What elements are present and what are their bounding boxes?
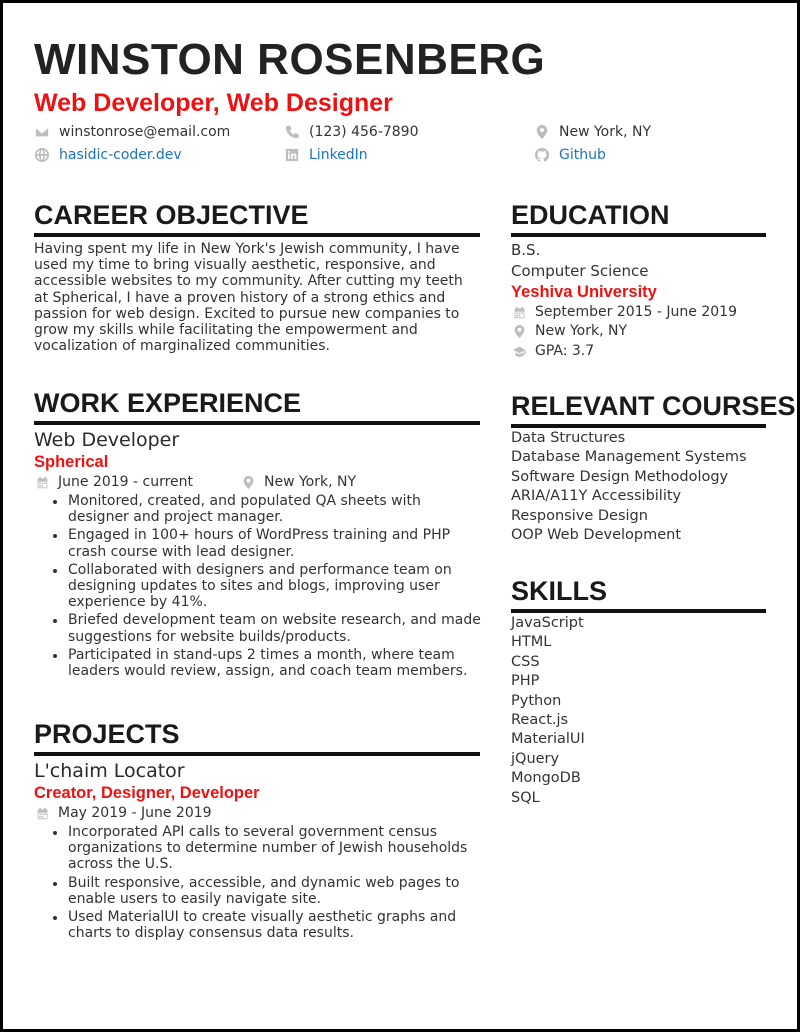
skills-heading: SKILLS — [511, 576, 766, 613]
list-item: Database Management Systems — [511, 449, 747, 466]
github-icon — [535, 148, 549, 162]
location-pin-icon — [535, 125, 549, 139]
education-location-text: New York, NY — [535, 323, 628, 339]
skills-list — [511, 614, 585, 808]
job-location — [242, 474, 356, 490]
education-field: Computer Science — [511, 262, 649, 280]
courses-list — [511, 429, 747, 545]
education-school: Yeshiva University — [511, 283, 657, 301]
education-degree: B.S. — [511, 241, 541, 259]
list-item: HTML — [511, 634, 552, 651]
list-item: CSS — [511, 653, 540, 670]
contact-phone-text: (123) 456-7890 — [309, 124, 419, 140]
calendar-icon — [513, 306, 526, 319]
phone-icon — [285, 125, 299, 139]
globe-icon — [35, 148, 49, 162]
objective-text: Having spent my life in New York's Jewish community, I have used my time to bring visually aesthetic, responsive, and accessible websites to my community. After cutting my teeth at Spherical, I have a proven history of a strong ethics and passion for web design. Excited to pursue new companies to grow my skills while facilitating the empowerment and vocalization of marginalized communities. — [34, 241, 463, 355]
job-dates-text: June 2019 - current — [58, 474, 194, 490]
candidate-title: Web Developer, Web Designer — [34, 89, 393, 117]
list-item: Collaborated with designers and performance team on designing updates to sites and blogs, improving user experience by 41%. — [53, 562, 483, 611]
contact-email-text: winstonrose@email.com — [59, 124, 231, 140]
contact-phone — [285, 124, 419, 140]
resume-page — [3, 3, 797, 1029]
candidate-name: WINSTON ROSENBERG — [34, 35, 546, 84]
education-gpa-text: GPA: 3.7 — [535, 343, 595, 359]
list-item: MongoDB — [511, 770, 581, 787]
education-location — [513, 323, 627, 339]
list-item: Software Design Methodology — [511, 468, 729, 485]
education-heading: EDUCATION — [511, 200, 766, 237]
courses-heading: RELEVANT COURSES — [511, 391, 766, 428]
contact-github[interactable] — [535, 147, 606, 163]
list-item: Used MaterialUI to create visually aesthetic graphs and charts to display consensus data results. — [53, 909, 483, 941]
project-name: L'chaim Locator — [34, 760, 185, 782]
contact-location-text: New York, NY — [559, 124, 652, 140]
list-item: Briefed development team on website research, and made suggestions for website builds/products. — [53, 612, 483, 644]
list-item: OOP Web Development — [511, 526, 682, 543]
project-dates — [36, 805, 212, 821]
job-company: Spherical — [34, 453, 109, 471]
list-item: jQuery — [511, 750, 560, 767]
linkedin-icon — [285, 148, 299, 162]
list-item: JavaScript — [511, 615, 584, 631]
education-gpa — [513, 343, 594, 359]
contact-website[interactable] — [35, 147, 182, 163]
contact-github-link[interactable]: Github — [559, 147, 606, 163]
job-location-text: New York, NY — [264, 474, 357, 490]
project-role: Creator, Designer, Developer — [34, 784, 260, 802]
list-item: MaterialUI — [511, 731, 585, 748]
contact-linkedin[interactable] — [285, 147, 368, 163]
list-item: Built responsive, accessible, and dynamic web pages to enable users to easily navigate site. — [53, 875, 483, 907]
education-dates — [513, 304, 737, 320]
list-item: PHP — [511, 673, 540, 690]
location-pin-icon — [242, 476, 255, 489]
job-bullets — [53, 493, 483, 681]
list-item: React.js — [511, 711, 569, 728]
job-role: Web Developer — [34, 429, 180, 451]
objective-heading: CAREER OBJECTIVE — [34, 200, 480, 237]
contact-website-link[interactable]: hasidic-coder.dev — [59, 147, 182, 163]
projects-heading: PROJECTS — [34, 719, 480, 756]
contact-linkedin-link[interactable]: LinkedIn — [309, 147, 368, 163]
contact-email — [35, 124, 230, 140]
location-pin-icon — [513, 325, 526, 338]
project-dates-text: May 2019 - June 2019 — [58, 805, 212, 821]
list-item: ARIA/A11Y Accessibility — [511, 488, 682, 505]
calendar-icon — [36, 807, 49, 820]
list-item: Participated in stand-ups 2 times a month, where team leaders would review, assign, and coach team members. — [53, 647, 483, 679]
list-item: Responsive Design — [511, 507, 648, 524]
education-dates-text: September 2015 - June 2019 — [535, 304, 737, 320]
experience-heading: WORK EXPERIENCE — [34, 388, 480, 425]
list-item: Data Structures — [511, 430, 626, 446]
list-item: SQL — [511, 789, 540, 806]
contact-location — [535, 124, 651, 140]
graduation-cap-icon — [513, 345, 526, 358]
job-dates — [36, 474, 193, 490]
calendar-icon — [36, 476, 49, 489]
list-item: Python — [511, 692, 562, 709]
list-item: Monitored, created, and populated QA sheets with designer and project manager. — [53, 493, 483, 525]
list-item: Engaged in 100+ hours of WordPress training and PHP crash course with lead designer. — [53, 527, 483, 559]
project-bullets — [53, 824, 483, 943]
envelope-icon — [35, 125, 49, 139]
list-item: Incorporated API calls to several government census organizations to determine number of Jewish households across the U.S. — [53, 824, 483, 873]
